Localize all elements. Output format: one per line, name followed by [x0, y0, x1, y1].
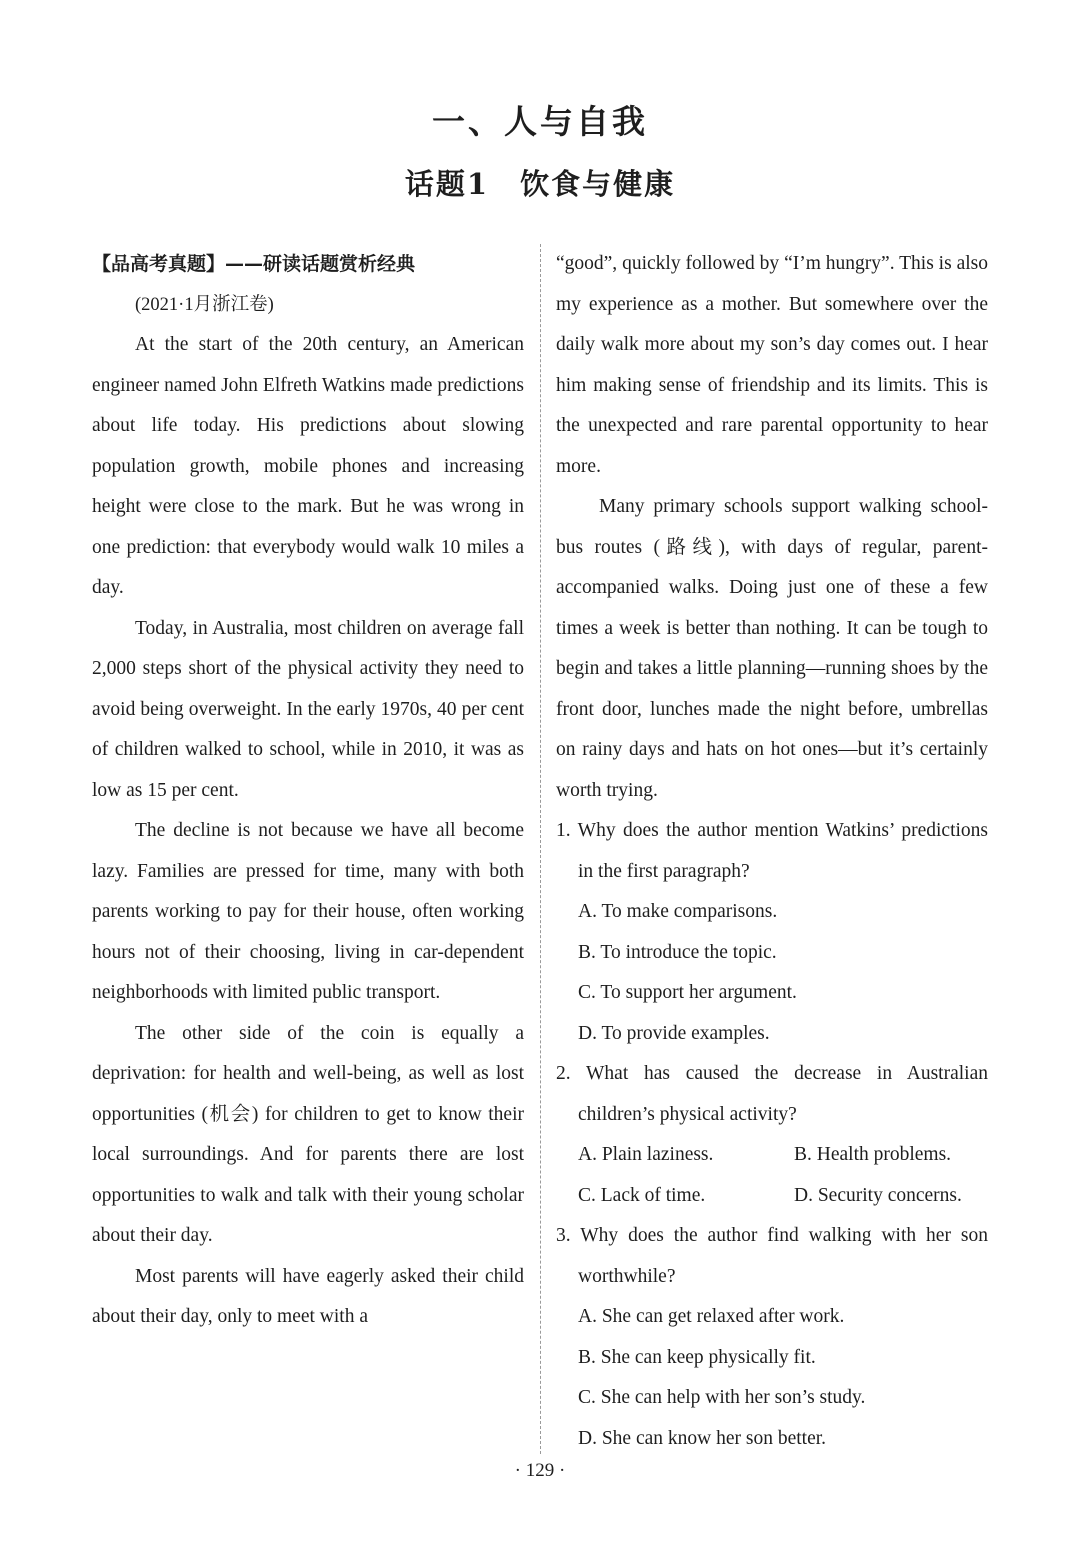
question-3: [556, 1216, 988, 1459]
passage-paragraph-1: At the start of the 20th century, an American engineer named John Elfreth Watkins made predictions about life today. His predictions about slowing population growth, mobile phones and increasing height were close to the mark. But he was wrong in one prediction: that everybody would walk 10 miles a day.: [92, 334, 524, 598]
question-2: [556, 1054, 988, 1216]
question-stem: 3. Why does the author find walking with her son worthwhile?: [556, 1225, 988, 1287]
option-b: B. Health problems.: [794, 1144, 952, 1165]
page-number: · 129 ·: [514, 1460, 566, 1481]
option-c: C. To support her argument.: [578, 982, 797, 1003]
option-d: D. Security concerns.: [794, 1184, 962, 1206]
question-1: [556, 811, 988, 1054]
option-d: D. She can know her son better.: [578, 1427, 827, 1449]
option-c: C. Lack of time.: [578, 1184, 706, 1206]
passage-paragraph-2: Today, in Australia, most children on average fall 2,000 steps short of the physical activity they need to avoid being overweight. In the early 1970s, 40 per cent of children walked to school, while in 2010, it was as low as 15 per cent.: [92, 617, 524, 801]
passage-paragraph-3: The decline is not because we have all become lazy. Families are pressed for time, many with both parents working to pay for their house, often working hours not of their choosing, living in car-dependent neighborhoods with limited public transport.: [92, 820, 524, 1003]
question-stem: 1. Why does the author mention Watkins’ predictions in the first paragraph?: [556, 820, 988, 882]
column-divider: [540, 244, 541, 1454]
right-column: [556, 244, 988, 1459]
left-column: [92, 244, 524, 1338]
exam-source: (2021·1月浙江卷): [135, 294, 274, 315]
question-stem: 2. What has caused the decrease in Australian children’s physical activity?: [556, 1063, 988, 1125]
section-heading: 【品高考真题】——研读话题赏析经典: [92, 253, 416, 275]
option-a: A. To make comparisons.: [578, 901, 778, 922]
passage-paragraph-4: The other side of the coin is equally a deprivation: for health and well-being, as well as lost opportunities (机会) for children to get to know their local surroundings. And for parents there are lost opportunities to walk and talk with their young scholar about their day.: [92, 1022, 524, 1246]
option-d: D. To provide examples.: [578, 1022, 770, 1044]
option-a: A. She can get relaxed after work.: [578, 1306, 845, 1327]
option-row: [556, 1135, 988, 1176]
passage-paragraph-6: Many primary schools support walking school-bus routes (路线), with days of regular, parent-accompanied walks. Doing just one of these a few times a week is better than nothing. It can be tough to begin and takes a little planning—running shoes by the front door, lunches made the night before, umbrellas on rainy days and hats on hot ones—but it’s certainly worth trying.: [556, 496, 988, 801]
option-b: B. To introduce the topic.: [578, 941, 777, 963]
topic-subtitle: 话题1 饮食与健康: [404, 167, 676, 201]
passage-continuation: “good”, quickly followed by “I’m hungry”. This is also my experience as a mother. But somewhere over the daily walk more about my son’s day comes out. I hear him making sense of friendship and its limits. This is the unexpected and rare parental opportunity to hear more.: [556, 253, 988, 477]
option-b: B. She can keep physically fit.: [578, 1346, 816, 1368]
option-a: A. Plain laziness.: [578, 1144, 714, 1165]
passage-paragraph-5: Most parents will have eagerly asked their child about their day, only to meet with a: [92, 1265, 524, 1327]
option-row: [556, 1176, 988, 1217]
option-c: C. She can help with her son’s study.: [578, 1387, 866, 1408]
chapter-title: 一、人与自我: [432, 102, 648, 141]
